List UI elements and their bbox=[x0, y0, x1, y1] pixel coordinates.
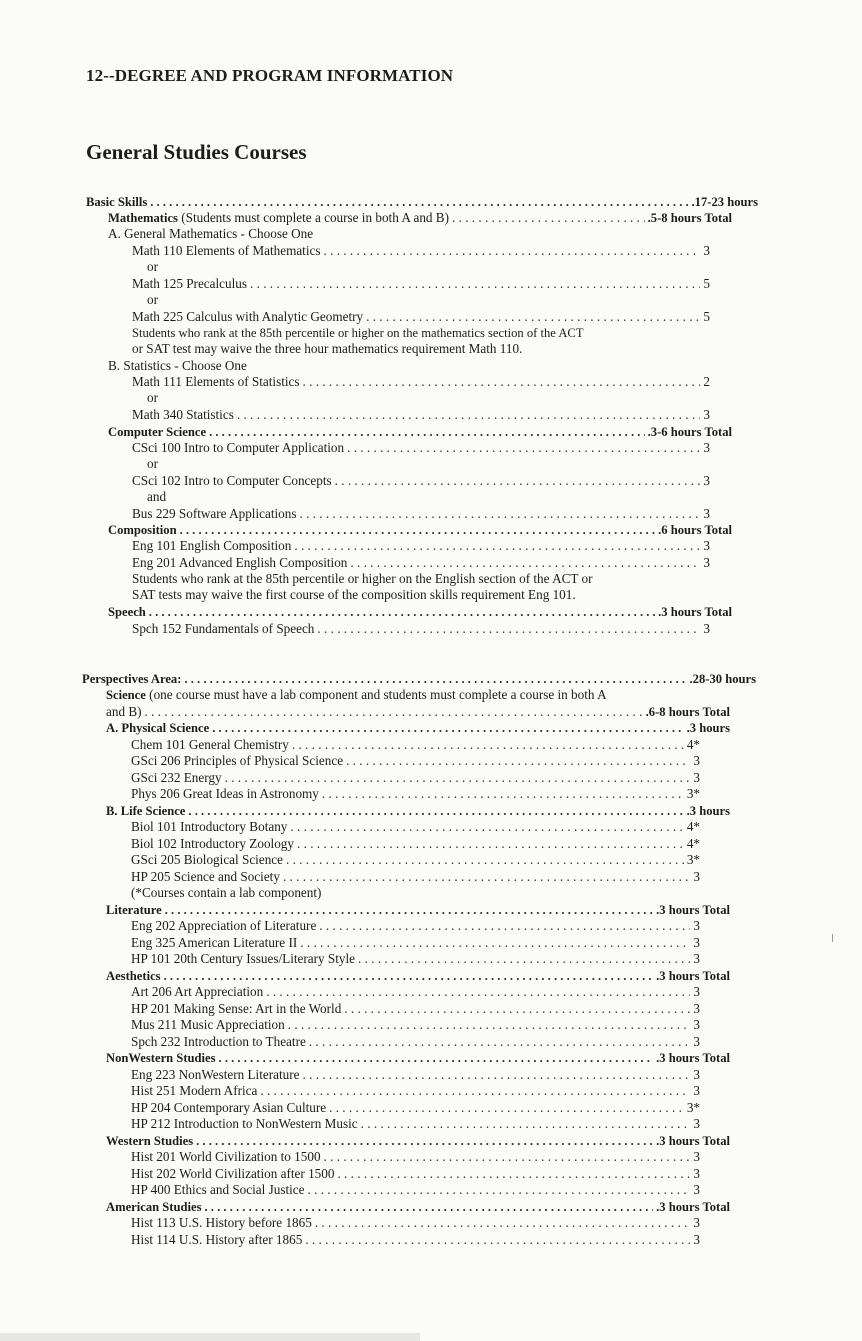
course-eng223: Eng 223 NonWestern Literature . . . 3 bbox=[131, 1067, 700, 1084]
or-text: or bbox=[147, 390, 158, 405]
or-text: or bbox=[147, 259, 158, 274]
comp-waiver-note-2: SAT tests may waive the first course of the composition skills requirement Eng 101. bbox=[132, 587, 576, 602]
course-hist202: Hist 202 World Civilization after 1500 . . . 3 bbox=[131, 1166, 700, 1183]
course-spch232: Spch 232 Introduction to Theatre . . . 3 bbox=[131, 1034, 700, 1051]
western-heading: Western Studies . . . .3 hours Total bbox=[106, 1133, 730, 1150]
general-math-heading: A. General Mathematics - Choose One bbox=[108, 226, 314, 241]
course-math225: Math 225 Calculus with Analytic Geometry . . . 5 bbox=[132, 309, 710, 326]
composition-heading: Composition . . . .6 hours Total bbox=[108, 522, 732, 539]
course-gsci232: GSci 232 Energy . . . 3 bbox=[131, 770, 700, 787]
course-hp201: HP 201 Making Sense: Art in the World . . . 3 bbox=[131, 1001, 700, 1018]
course-hp205: HP 205 Science and Society . . . 3 bbox=[131, 869, 700, 886]
literature-heading: Literature . . . .3 hours Total bbox=[106, 902, 730, 919]
physical-science-heading: A. Physical Science . . . .3 hours bbox=[106, 720, 730, 737]
life-science-heading: B. Life Science . . . .3 hours bbox=[106, 803, 730, 820]
course-phys206: Phys 206 Great Ideas in Astronomy . . . 3* bbox=[131, 786, 700, 803]
course-hp204: HP 204 Contemporary Asian Culture . . . 3* bbox=[131, 1100, 700, 1117]
course-hist251: Hist 251 Modern Africa . . . 3 bbox=[131, 1083, 700, 1100]
course-eng101: Eng 101 English Composition . . . 3 bbox=[132, 538, 710, 555]
course-biol101: Biol 101 Introductory Botany . . . 4* bbox=[131, 819, 700, 836]
course-gsci206: GSci 206 Principles of Physical Science . . . 3 bbox=[131, 753, 700, 770]
lab-component-note: (*Courses contain a lab component) bbox=[131, 885, 322, 900]
perspectives-heading: Perspectives Area: . . . .28-30 hours bbox=[82, 671, 756, 688]
course-eng201: Eng 201 Advanced English Composition . . . 3 bbox=[132, 555, 710, 572]
course-hist201: Hist 201 World Civilization to 1500 . . . 3 bbox=[131, 1149, 700, 1166]
speech-heading: Speech . . . .3 hours Total bbox=[108, 604, 732, 621]
course-mus211: Mus 211 Music Appreciation . . . 3 bbox=[131, 1017, 700, 1034]
course-bus229: Bus 229 Software Applications . . . 3 bbox=[132, 506, 710, 523]
science-label: Science bbox=[106, 688, 146, 702]
nonwestern-heading: NonWestern Studies . . . .3 hours Total bbox=[106, 1050, 730, 1067]
american-heading: American Studies . . . .3 hours Total bbox=[106, 1199, 730, 1216]
section-title: General Studies Courses bbox=[86, 140, 307, 164]
course-biol102: Biol 102 Introductory Zoology . . . 4* bbox=[131, 836, 700, 853]
page-header: 12--DEGREE AND PROGRAM INFORMATION bbox=[86, 66, 454, 85]
or-text: or bbox=[147, 292, 158, 307]
aesthetics-heading: Aesthetics . . . .3 hours Total bbox=[106, 968, 730, 985]
mathematics-heading: Mathematics (Students must complete a course in both A and B) . . . .5-8 hours Total bbox=[108, 210, 732, 227]
course-csci102: CSci 102 Intro to Computer Concepts . . . 3 bbox=[132, 473, 710, 490]
computer-science-heading: Computer Science . . . .3-6 hours Total bbox=[108, 424, 732, 441]
scan-edge bbox=[0, 1333, 420, 1341]
course-gsci205: GSci 205 Biological Science . . . 3* bbox=[131, 852, 700, 869]
course-hist113: Hist 113 U.S. History before 1865 . . . 3 bbox=[131, 1215, 700, 1232]
math-waiver-note-1: Students who rank at the 85th percentile or higher on the mathematics section of the ACT bbox=[132, 326, 584, 340]
or-text: or bbox=[147, 456, 158, 471]
course-math111: Math 111 Elements of Statistics . . . 2 bbox=[132, 374, 710, 391]
basic-skills-heading: Basic Skills . . . .17-23 hours bbox=[86, 194, 758, 211]
course-hp212: HP 212 Introduction to NonWestern Music . . . 3 bbox=[131, 1116, 700, 1133]
course-hist114: Hist 114 U.S. History after 1865 . . . 3 bbox=[131, 1232, 700, 1249]
course-eng325: Eng 325 American Literature II . . . 3 bbox=[131, 935, 700, 952]
course-chem101: Chem 101 General Chemistry . . . 4* bbox=[131, 737, 700, 754]
course-csci100: CSci 100 Intro to Computer Application . . . 3 bbox=[132, 440, 710, 457]
science-heading-line-2: and B) . . . .6-8 hours Total bbox=[106, 704, 730, 721]
course-art206: Art 206 Art Appreciation . . . 3 bbox=[131, 984, 700, 1001]
margin-mark bbox=[832, 934, 833, 942]
course-eng202: Eng 202 Appreciation of Literature . . . 3 bbox=[131, 918, 700, 935]
science-heading-line-1: Science (one course must have a lab component and students must complete a course in both A bbox=[106, 687, 607, 702]
comp-waiver-note-1: Students who rank at the 85th percentile or higher on the English section of the ACT or bbox=[132, 571, 593, 586]
course-hp101: HP 101 20th Century Issues/Literary Style . . . 3 bbox=[131, 951, 700, 968]
course-math110: Math 110 Elements of Mathematics . . . 3 bbox=[132, 243, 710, 260]
course-spch152: Spch 152 Fundamentals of Speech . . . 3 bbox=[132, 621, 710, 638]
and-text: and bbox=[147, 489, 167, 504]
math-waiver-note-2: or SAT test may waive the three hour mathematics requirement Math 110. bbox=[132, 341, 523, 356]
statistics-heading: B. Statistics - Choose One bbox=[108, 358, 247, 373]
course-hp400: HP 400 Ethics and Social Justice . . . 3 bbox=[131, 1182, 700, 1199]
course-math125: Math 125 Precalculus . . . 5 bbox=[132, 276, 710, 293]
course-math340: Math 340 Statistics . . . 3 bbox=[132, 407, 710, 424]
